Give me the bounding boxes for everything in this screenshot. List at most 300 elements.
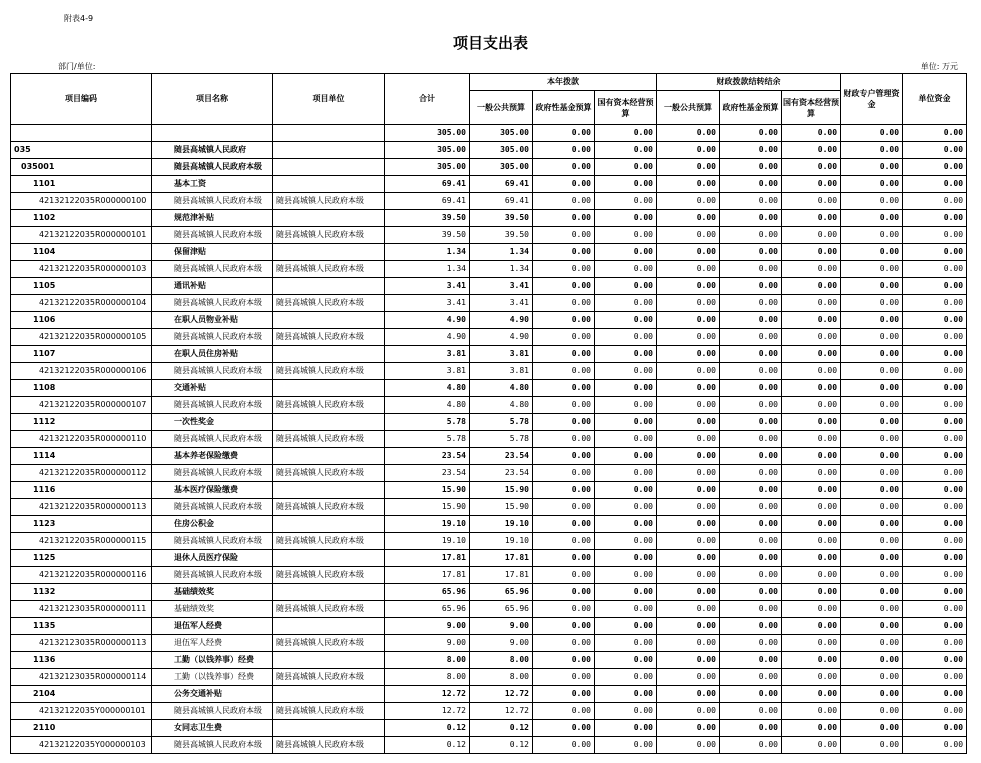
- table-row: [11, 397, 967, 414]
- cell-value: 65.96: [470, 601, 533, 618]
- cell-value: 0.00: [782, 278, 841, 295]
- cell-value: 0.00: [533, 431, 595, 448]
- cell-value: 0.00: [533, 125, 595, 142]
- cell-value: 0.00: [903, 686, 967, 703]
- cell-value: 17.81: [385, 567, 470, 584]
- cell-value: 0.00: [841, 533, 903, 550]
- cell-value: 0.00: [595, 431, 657, 448]
- cell-name: 随县高城镇人民政府本级: [152, 295, 273, 312]
- cell-value: 4.80: [385, 397, 470, 414]
- cell-value: 0.00: [595, 465, 657, 482]
- cell-value: 0.00: [657, 176, 720, 193]
- cell-value: 0.00: [657, 448, 720, 465]
- cell-value: 0.00: [782, 601, 841, 618]
- cell-value: 0.00: [657, 567, 720, 584]
- header-unit-fund: 单位资金: [903, 74, 967, 125]
- cell-value: 0.12: [385, 737, 470, 754]
- header-unit: 项目单位: [273, 74, 385, 125]
- cell-value: 0.00: [657, 278, 720, 295]
- cell-value: 0.00: [903, 125, 967, 142]
- cell-value: 39.50: [470, 227, 533, 244]
- cell-value: 4.80: [385, 380, 470, 397]
- cell-value: 0.00: [720, 125, 782, 142]
- cell-value: 0.00: [782, 312, 841, 329]
- cell-value: 4.90: [470, 329, 533, 346]
- cell-value: 0.00: [841, 346, 903, 363]
- cell-value: 8.00: [385, 652, 470, 669]
- cell-code: 1132: [11, 584, 152, 601]
- cell-name: 随县高城镇人民政府本级: [152, 193, 273, 210]
- cell-value: 0.00: [533, 499, 595, 516]
- cell-value: 0.00: [595, 278, 657, 295]
- table-row: [11, 244, 967, 261]
- cell-value: 0.00: [533, 244, 595, 261]
- attachment-label: 附表4-9: [64, 14, 94, 23]
- header-current-year: 本年拨款: [470, 74, 657, 91]
- table-row: [11, 720, 967, 737]
- cell-value: 0.00: [595, 669, 657, 686]
- cell-unit: [273, 346, 385, 363]
- cell-value: 4.90: [385, 329, 470, 346]
- cell-value: 12.72: [385, 686, 470, 703]
- cell-code: 42132122035R000000113: [11, 499, 152, 516]
- cell-value: 0.00: [841, 363, 903, 380]
- cell-value: 39.50: [385, 227, 470, 244]
- cell-name: 随县高城镇人民政府本级: [152, 533, 273, 550]
- header-carryover: 财政拨款结转结余: [657, 74, 841, 91]
- cell-unit: 随县高城镇人民政府本级: [273, 703, 385, 720]
- cell-value: 0.00: [533, 346, 595, 363]
- cell-value: 0.00: [841, 261, 903, 278]
- cell-value: 0.00: [595, 533, 657, 550]
- table-header: [11, 74, 967, 125]
- table-row: [11, 533, 967, 550]
- cell-value: 69.41: [470, 176, 533, 193]
- cell-code: 1112: [11, 414, 152, 431]
- cell-value: 0.00: [533, 720, 595, 737]
- cell-value: 3.41: [470, 295, 533, 312]
- cell-value: 0.00: [720, 210, 782, 227]
- cell-code: 42132122035R000000115: [11, 533, 152, 550]
- cell-value: 69.41: [470, 193, 533, 210]
- cell-name: 退伍军人经费: [152, 618, 273, 635]
- cell-unit: 随县高城镇人民政府本级: [273, 601, 385, 618]
- cell-value: 0.00: [533, 635, 595, 652]
- table-row: [11, 550, 967, 567]
- cell-value: 0.00: [841, 601, 903, 618]
- cell-value: 0.00: [903, 652, 967, 669]
- cell-value: 0.00: [841, 448, 903, 465]
- cell-value: 0.00: [720, 278, 782, 295]
- cell-value: 0.00: [782, 193, 841, 210]
- cell-value: 0.00: [657, 159, 720, 176]
- cell-value: 0.00: [903, 210, 967, 227]
- cell-value: 0.00: [841, 550, 903, 567]
- cell-value: 0.00: [720, 159, 782, 176]
- table-row: [11, 261, 967, 278]
- cell-value: 15.90: [470, 482, 533, 499]
- cell-value: 0.00: [595, 142, 657, 159]
- table-row: [11, 499, 967, 516]
- cell-value: 0.00: [782, 380, 841, 397]
- cell-value: 0.00: [782, 329, 841, 346]
- table-row: [11, 635, 967, 652]
- cell-value: 5.78: [385, 431, 470, 448]
- cell-value: 1.34: [385, 261, 470, 278]
- cell-name: 通讯补贴: [152, 278, 273, 295]
- cell-name: 退休人员医疗保险: [152, 550, 273, 567]
- cell-value: 0.00: [720, 499, 782, 516]
- cell-name: 随县高城镇人民政府本级: [152, 159, 273, 176]
- cell-value: 0.00: [841, 669, 903, 686]
- table-row: [11, 431, 967, 448]
- table-row: [11, 516, 967, 533]
- cell-value: 0.00: [903, 363, 967, 380]
- cell-value: 0.12: [470, 737, 533, 754]
- cell-value: 0.00: [720, 618, 782, 635]
- cell-value: 0.00: [782, 618, 841, 635]
- cell-value: 0.00: [841, 380, 903, 397]
- cell-value: 0.00: [841, 210, 903, 227]
- cell-value: 0.00: [533, 380, 595, 397]
- cell-name: 工勤（以钱养事）经费: [152, 669, 273, 686]
- cell-value: 69.41: [385, 176, 470, 193]
- cell-value: 0.00: [657, 329, 720, 346]
- cell-value: 0.00: [720, 703, 782, 720]
- cell-name: 基本工资: [152, 176, 273, 193]
- table-row: [11, 686, 967, 703]
- cell-value: 0.00: [903, 329, 967, 346]
- cell-code: 1106: [11, 312, 152, 329]
- table-row: [11, 567, 967, 584]
- table-row: [11, 210, 967, 227]
- table-row: [11, 227, 967, 244]
- unit-label: 单位: 万元: [920, 62, 958, 71]
- cell-value: 0.00: [533, 703, 595, 720]
- cell-name: 随县高城镇人民政府本级: [152, 431, 273, 448]
- cell-value: 0.00: [595, 414, 657, 431]
- cell-code: 42132122035R000000100: [11, 193, 152, 210]
- cell-value: 0.00: [841, 635, 903, 652]
- cell-value: 0.00: [841, 193, 903, 210]
- cell-value: 0.00: [657, 635, 720, 652]
- cell-value: 0.00: [657, 210, 720, 227]
- table-row: [11, 380, 967, 397]
- cell-unit: [273, 550, 385, 567]
- cell-value: 0.00: [595, 448, 657, 465]
- cell-unit: [273, 686, 385, 703]
- cell-value: 0.00: [841, 227, 903, 244]
- cell-value: 0.00: [782, 584, 841, 601]
- cell-name: [152, 125, 273, 142]
- expenditure-table: [10, 73, 967, 754]
- table-row: [11, 669, 967, 686]
- cell-code: 2104: [11, 686, 152, 703]
- cell-value: 0.00: [720, 465, 782, 482]
- cell-value: 0.00: [720, 516, 782, 533]
- cell-value: 0.00: [595, 618, 657, 635]
- cell-value: 0.00: [903, 516, 967, 533]
- cell-value: 0.00: [720, 312, 782, 329]
- cell-value: 0.00: [595, 295, 657, 312]
- cell-value: 0.00: [782, 363, 841, 380]
- cell-unit: [273, 618, 385, 635]
- cell-value: 0.00: [841, 686, 903, 703]
- cell-value: 0.00: [595, 567, 657, 584]
- cell-unit: 随县高城镇人民政府本级: [273, 567, 385, 584]
- cell-value: 0.00: [903, 703, 967, 720]
- cell-unit: [273, 414, 385, 431]
- cell-value: 0.00: [533, 669, 595, 686]
- cell-value: 0.00: [533, 737, 595, 754]
- cell-value: 15.90: [470, 499, 533, 516]
- cell-code: 42132122035R000000101: [11, 227, 152, 244]
- cell-value: 0.00: [595, 380, 657, 397]
- cell-value: 0.00: [720, 363, 782, 380]
- cell-value: 0.00: [720, 397, 782, 414]
- cell-code: 1107: [11, 346, 152, 363]
- cell-unit: [273, 278, 385, 295]
- cell-value: 0.00: [595, 329, 657, 346]
- cell-unit: 随县高城镇人民政府本级: [273, 193, 385, 210]
- cell-code: 1114: [11, 448, 152, 465]
- cell-value: 0.00: [533, 686, 595, 703]
- cell-value: 0.00: [533, 516, 595, 533]
- cell-unit: 随县高城镇人民政府本级: [273, 635, 385, 652]
- cell-code: 42132122035R000000110: [11, 431, 152, 448]
- cell-unit: [273, 448, 385, 465]
- cell-value: 0.00: [903, 193, 967, 210]
- cell-value: 0.00: [720, 737, 782, 754]
- cell-value: 23.54: [385, 465, 470, 482]
- cell-name: 基本养老保险缴费: [152, 448, 273, 465]
- cell-unit: 随县高城镇人民政府本级: [273, 533, 385, 550]
- cell-value: 0.00: [903, 720, 967, 737]
- header-sub-fund-carry: 政府性基金预算: [720, 91, 782, 125]
- cell-value: 0.00: [720, 720, 782, 737]
- cell-unit: [273, 176, 385, 193]
- cell-unit: 随县高城镇人民政府本级: [273, 363, 385, 380]
- cell-value: 305.00: [385, 125, 470, 142]
- cell-value: 0.00: [720, 244, 782, 261]
- cell-value: 0.00: [533, 312, 595, 329]
- table-row: [11, 703, 967, 720]
- cell-unit: 随县高城镇人民政府本级: [273, 499, 385, 516]
- cell-value: 0.00: [841, 584, 903, 601]
- cell-value: 23.54: [385, 448, 470, 465]
- cell-value: 0.00: [841, 244, 903, 261]
- cell-value: 0.00: [903, 465, 967, 482]
- cell-value: 0.00: [903, 159, 967, 176]
- cell-value: 0.00: [903, 312, 967, 329]
- cell-value: 0.00: [782, 159, 841, 176]
- cell-value: 0.00: [595, 584, 657, 601]
- cell-code: 42132122035R000000103: [11, 261, 152, 278]
- cell-value: 0.12: [385, 720, 470, 737]
- cell-value: 0.00: [720, 448, 782, 465]
- header-special-fund: 财政专户管理资金: [841, 74, 903, 125]
- cell-value: 0.00: [782, 244, 841, 261]
- table-row: [11, 193, 967, 210]
- cell-unit: [273, 125, 385, 142]
- cell-value: 0.00: [533, 482, 595, 499]
- cell-value: 0.00: [533, 414, 595, 431]
- cell-value: 4.80: [470, 380, 533, 397]
- cell-value: 19.10: [385, 533, 470, 550]
- cell-value: 0.00: [533, 363, 595, 380]
- table-row: [11, 737, 967, 754]
- cell-value: 4.90: [385, 312, 470, 329]
- cell-name: 保留津贴: [152, 244, 273, 261]
- cell-name: 工勤（以钱养事）经费: [152, 652, 273, 669]
- cell-value: 0.00: [657, 686, 720, 703]
- cell-value: 0.00: [595, 210, 657, 227]
- cell-value: 0.00: [720, 550, 782, 567]
- cell-value: 0.00: [782, 737, 841, 754]
- cell-value: 0.00: [595, 482, 657, 499]
- cell-value: 0.00: [782, 465, 841, 482]
- cell-value: 0.00: [782, 635, 841, 652]
- cell-value: 0.00: [595, 397, 657, 414]
- cell-code: 42132122035R000000106: [11, 363, 152, 380]
- cell-code: 42132122035R000000104: [11, 295, 152, 312]
- cell-value: 65.96: [385, 601, 470, 618]
- cell-value: 3.81: [385, 363, 470, 380]
- cell-value: 0.00: [657, 142, 720, 159]
- table-row: [11, 414, 967, 431]
- cell-value: 5.78: [470, 414, 533, 431]
- cell-name: 交通补贴: [152, 380, 273, 397]
- cell-value: 15.90: [385, 499, 470, 516]
- cell-name: 在职人员住房补贴: [152, 346, 273, 363]
- cell-value: 0.00: [841, 159, 903, 176]
- page-title: 项目支出表: [452, 34, 528, 52]
- cell-value: 12.72: [470, 686, 533, 703]
- cell-value: 0.00: [841, 142, 903, 159]
- header-sub-fund: 政府性基金预算: [533, 91, 595, 125]
- table-row: [11, 312, 967, 329]
- cell-name: 一次性奖金: [152, 414, 273, 431]
- cell-code: 2110: [11, 720, 152, 737]
- cell-value: 0.00: [720, 669, 782, 686]
- cell-value: 0.00: [903, 244, 967, 261]
- cell-value: 0.00: [782, 720, 841, 737]
- cell-value: 0.00: [720, 414, 782, 431]
- table-row: [11, 346, 967, 363]
- cell-value: 0.00: [841, 431, 903, 448]
- cell-value: 12.72: [470, 703, 533, 720]
- cell-code: [11, 125, 152, 142]
- header-name: 项目名称: [152, 74, 273, 125]
- cell-value: 0.00: [657, 584, 720, 601]
- cell-value: 0.00: [657, 346, 720, 363]
- cell-value: 0.00: [533, 652, 595, 669]
- cell-value: 0.00: [657, 244, 720, 261]
- cell-value: 0.00: [657, 703, 720, 720]
- cell-value: 0.00: [841, 295, 903, 312]
- cell-value: 0.00: [533, 567, 595, 584]
- cell-value: 0.00: [595, 703, 657, 720]
- cell-value: 39.50: [470, 210, 533, 227]
- cell-value: 0.00: [720, 601, 782, 618]
- cell-value: 69.41: [385, 193, 470, 210]
- cell-unit: [273, 584, 385, 601]
- cell-value: 0.00: [657, 550, 720, 567]
- cell-value: 4.90: [470, 312, 533, 329]
- table-row: [11, 652, 967, 669]
- cell-value: 19.10: [470, 533, 533, 550]
- cell-unit: 随县高城镇人民政府本级: [273, 465, 385, 482]
- cell-value: 0.00: [903, 669, 967, 686]
- cell-unit: 随县高城镇人民政府本级: [273, 431, 385, 448]
- cell-value: 0.00: [533, 227, 595, 244]
- cell-value: 19.10: [470, 516, 533, 533]
- cell-value: 9.00: [470, 618, 533, 635]
- cell-value: 0.00: [841, 312, 903, 329]
- header-sub-capital-carry: 国有资本经营预算: [782, 91, 841, 125]
- cell-unit: [273, 380, 385, 397]
- cell-unit: 随县高城镇人民政府本级: [273, 261, 385, 278]
- table-row: [11, 465, 967, 482]
- cell-value: 0.00: [595, 176, 657, 193]
- cell-value: 0.00: [782, 431, 841, 448]
- cell-value: 0.00: [903, 397, 967, 414]
- cell-value: 0.00: [841, 176, 903, 193]
- cell-value: 0.00: [657, 465, 720, 482]
- cell-value: 0.00: [720, 227, 782, 244]
- cell-unit: [273, 516, 385, 533]
- cell-value: 0.00: [657, 227, 720, 244]
- table-row: [11, 618, 967, 635]
- cell-value: 0.00: [903, 567, 967, 584]
- table-row: [11, 601, 967, 618]
- cell-value: 305.00: [470, 125, 533, 142]
- cell-code: 42132123035R000000114: [11, 669, 152, 686]
- cell-value: 0.00: [657, 499, 720, 516]
- cell-value: 0.00: [782, 295, 841, 312]
- cell-value: 0.00: [720, 176, 782, 193]
- cell-value: 0.00: [657, 431, 720, 448]
- cell-value: 0.00: [657, 533, 720, 550]
- cell-value: 0.00: [657, 482, 720, 499]
- cell-value: 0.00: [782, 142, 841, 159]
- cell-value: 65.96: [385, 584, 470, 601]
- cell-value: 0.00: [903, 414, 967, 431]
- cell-value: 0.00: [657, 652, 720, 669]
- cell-value: 15.90: [385, 482, 470, 499]
- cell-value: 0.00: [841, 499, 903, 516]
- cell-value: 0.00: [533, 465, 595, 482]
- cell-code: 1125: [11, 550, 152, 567]
- cell-name: 规范津补贴: [152, 210, 273, 227]
- cell-value: 0.00: [841, 278, 903, 295]
- cell-value: 0.00: [903, 482, 967, 499]
- cell-name: 随县高城镇人民政府本级: [152, 703, 273, 720]
- cell-value: 0.00: [657, 601, 720, 618]
- cell-value: 0.00: [595, 550, 657, 567]
- cell-value: 0.00: [533, 176, 595, 193]
- cell-name: 随县高城镇人民政府本级: [152, 261, 273, 278]
- cell-unit: [273, 652, 385, 669]
- cell-value: 0.00: [903, 601, 967, 618]
- table-row: [11, 448, 967, 465]
- cell-unit: 随县高城镇人民政府本级: [273, 397, 385, 414]
- cell-code: 42132122035Y000000103: [11, 737, 152, 754]
- cell-code: 1136: [11, 652, 152, 669]
- cell-value: 1.34: [385, 244, 470, 261]
- cell-value: 0.00: [782, 516, 841, 533]
- cell-name: 随县高城镇人民政府: [152, 142, 273, 159]
